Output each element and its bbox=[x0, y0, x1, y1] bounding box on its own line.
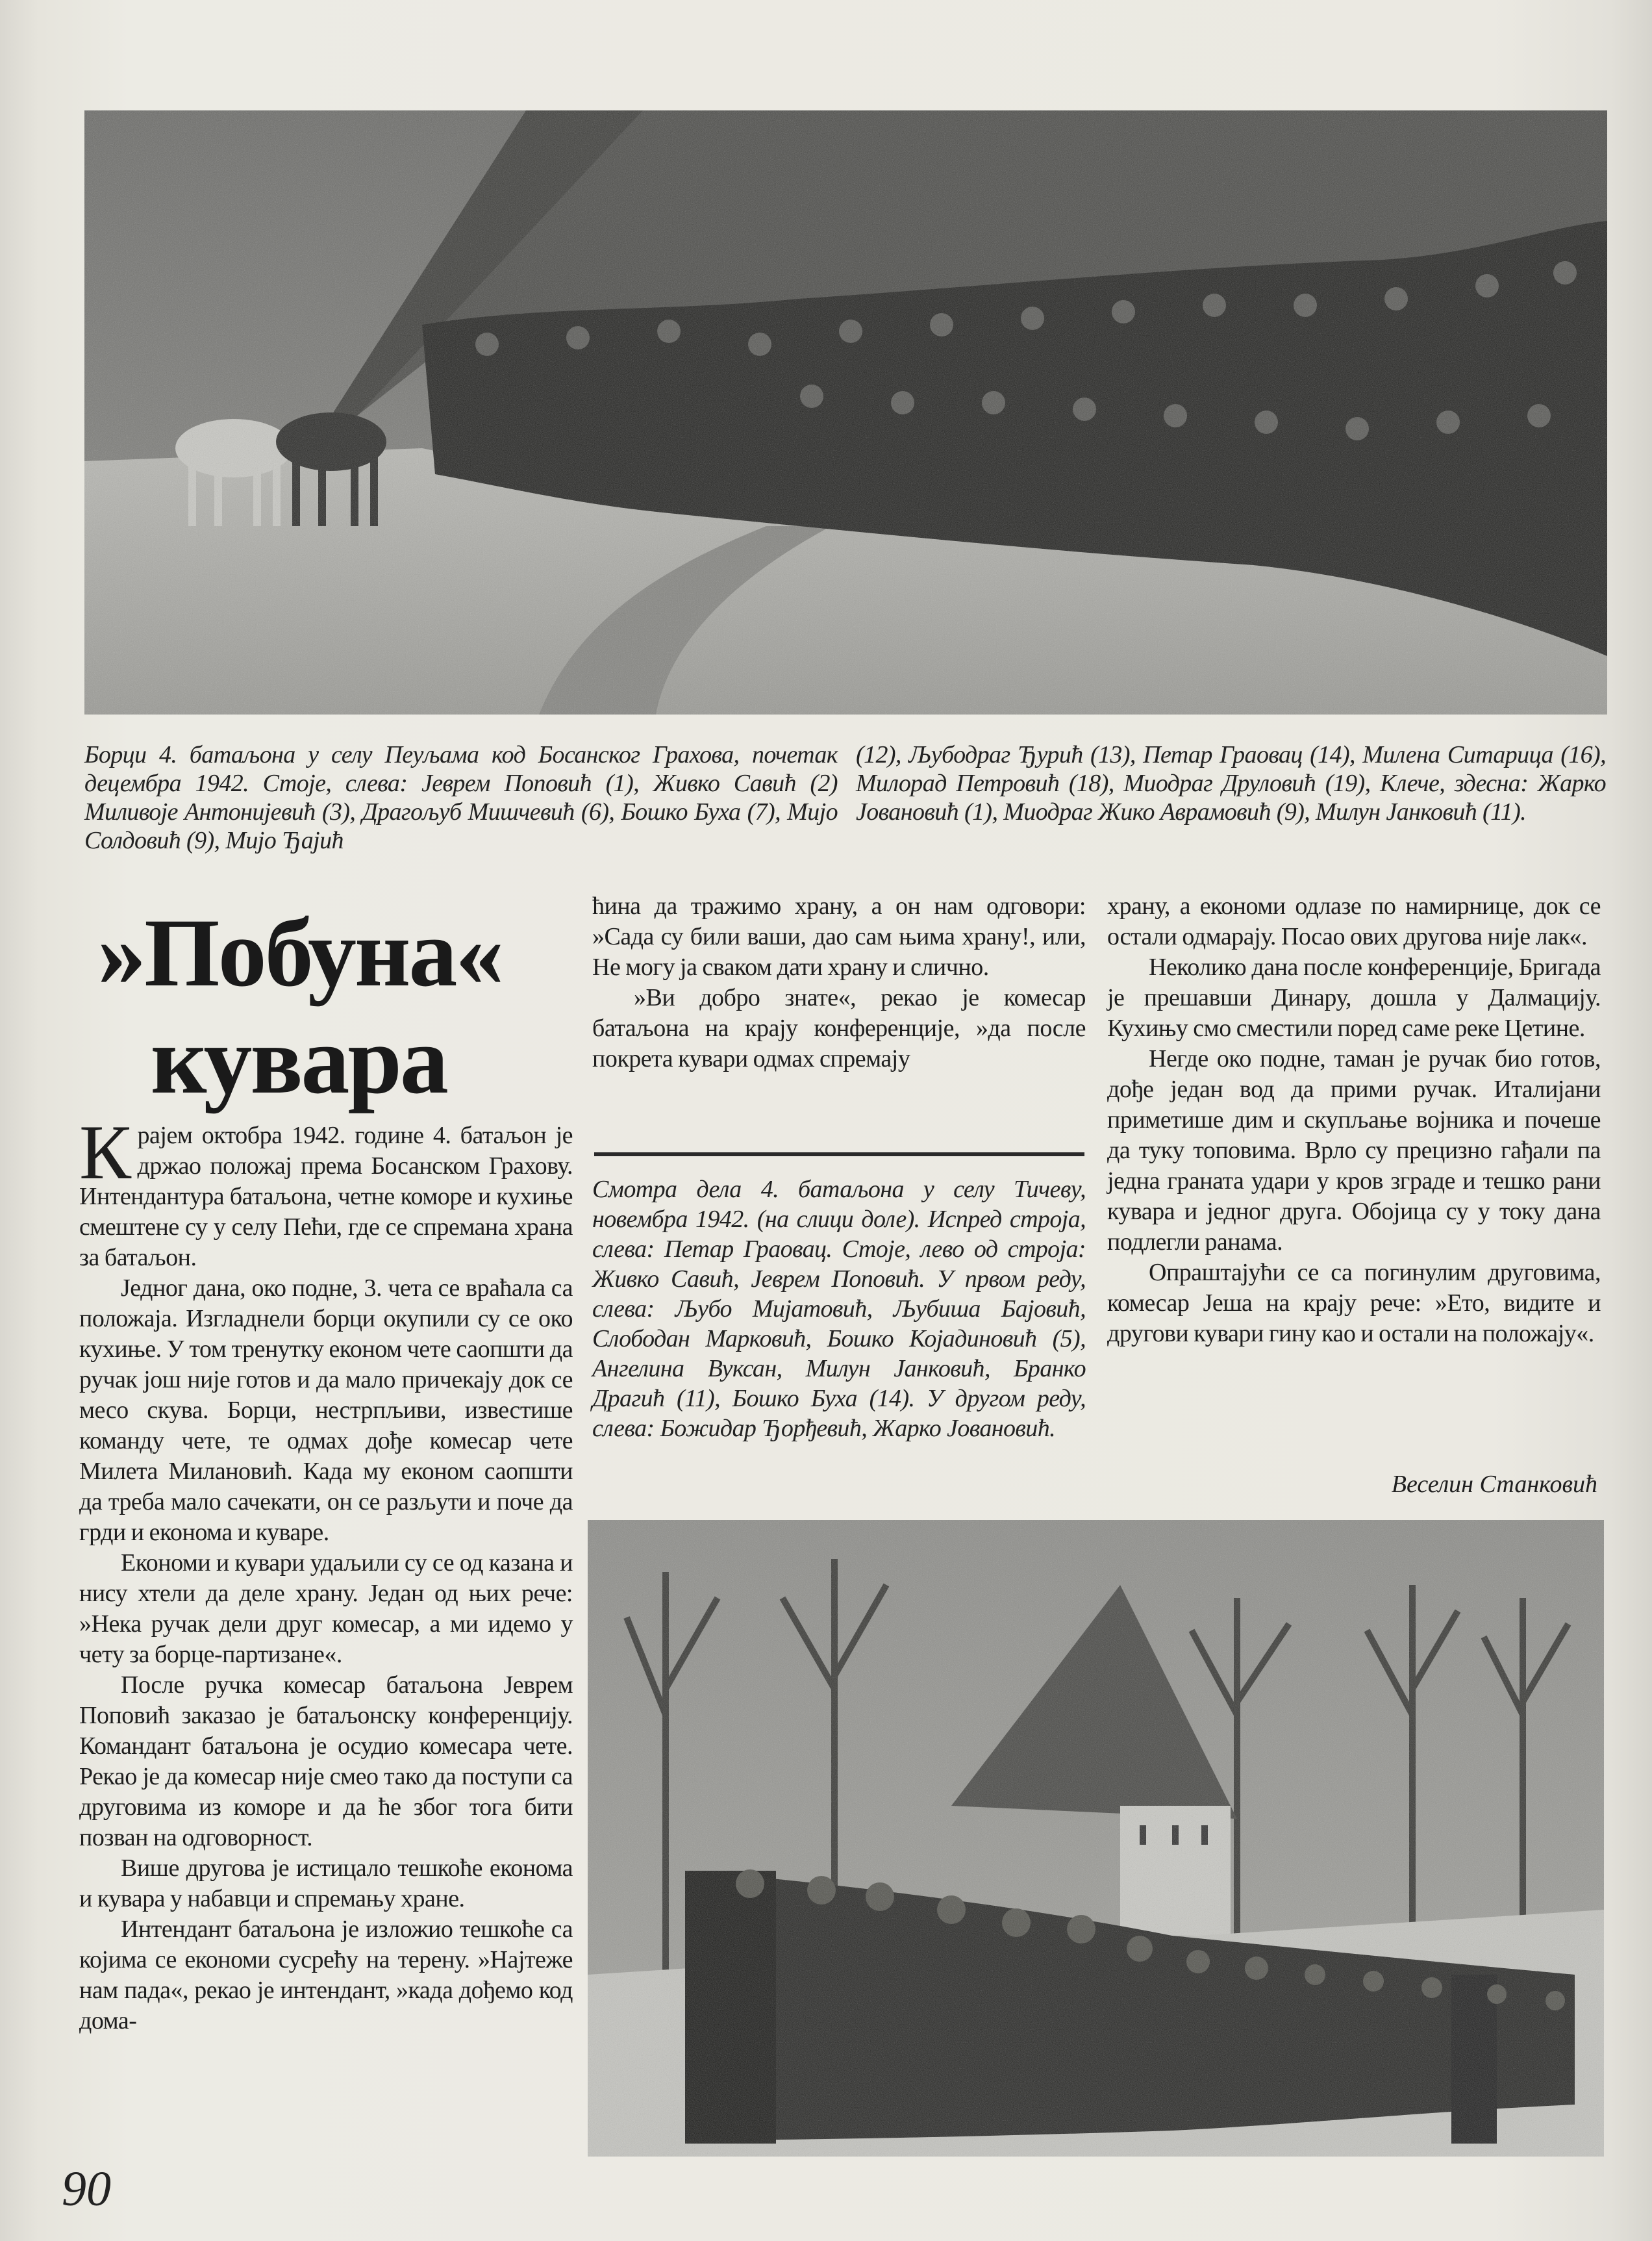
author-signature: Веселин Станковић bbox=[1391, 1471, 1597, 1498]
bottom-photo-image bbox=[588, 1520, 1604, 2157]
top-photo-caption-left: Борци 4. батаљона у селу Пеуљама код Босанског Грахова, почетак децембра 1942. Стоје, слева: Јеврем Поповић (1), Живко Савић (2) Миливоје Антонијевић (3), Драгољуб Мишчевић (6), Бошко Буха (7), Мијо Солдовић (9), Мијо Ђајић bbox=[84, 741, 838, 854]
paragraph: Једног дана, око подне, 3. чета се враћала са положаја. Изгладнели борци окупили су се око кухиње. У том тренутку економ чете саопшти да ручак још није готов и да мало причекају док се месо скува. Борци, нестрпљиви, известише команду чете, те одмах дође комесар чете Милета Милановић. Када му економ саопшти да треба мало сачекати, он се разљути и поче да грди и економа и куваре. bbox=[79, 1274, 573, 1546]
paragraph: Крајем октобра 1942. године 4. батаљон је држао положај према Босанском Грахову. Интендантура батаљона, четне коморе и кухиње смештене су у селу Пећи, где се спремана храна за батаљон. bbox=[79, 1109, 573, 1271]
article-column-3 bbox=[1107, 891, 1601, 1349]
paragraph: Негде око подне, таман је ручак био готов, дође један вод да прими ручак. Италијани приметише дим и скупљање војника и почеше да туку топовима. Врло су прецизно гађали па једна граната удари у кров зграде и тешко рани кувара и једног друга. Обојица су у току дана подлегли ранама. bbox=[1107, 1045, 1601, 1256]
article-column-2 bbox=[592, 891, 1086, 1074]
paragraph: ћина да тражимо храну, а он нам одговори: »Сада су били ваши, дао сам њима храну!, или, Не могу ја сваком дати храну и слично. bbox=[592, 893, 1086, 981]
bottom-photo bbox=[588, 1520, 1604, 2157]
paragraph: храну, а економи одлазе по намирнице, док се остали одмарају. Посао ових другова није лак«. bbox=[1107, 893, 1601, 950]
page-number: 90 bbox=[62, 2162, 111, 2216]
top-photo bbox=[84, 110, 1607, 715]
bottom-photo-caption: Смотра дела 4. батаљона у селу Тичеву, новембра 1942. (на слици доле). Испред строја, слева: Петар Граовац. Стоје, лево од строја: Живко Савић, Јеврем Поповић. У првом реду, слева: Љубо Мијатовић, Љубиша Бајовић, Слободан Марковић, Бошко Којадиновић (5), Ангелина Вуксан, Милун Јанковић, Бранко Драгић (11), Бошко Буха (14). У другом реду, слева: Божидар Ђорђевић, Жарко Јовановић. bbox=[592, 1176, 1086, 1442]
article-title bbox=[97, 899, 503, 1114]
article-title-line2: кувара bbox=[151, 1006, 447, 1114]
article-column-1 bbox=[79, 1109, 573, 2036]
paragraph: Интендант батаљона је изложио тешкоће са којима се економи сусрећу на терену. »Најтеже нам пада«, рекао је интендант, »када дођемо код дома- bbox=[79, 1916, 573, 2034]
top-photo-caption-right: (12), Љубодраг Ђурић (13), Петар Граовац (14), Милена Ситарица (16), Милорад Петровић (18), Миодраг Друловић (19), Клече, здесна: Жарко Јовановић (1), Миодраг Жико Аврамовић (9), Милун Јанковић (11). bbox=[856, 741, 1606, 826]
section-divider bbox=[594, 1152, 1084, 1156]
top-photo-image bbox=[84, 110, 1607, 715]
paragraph: После ручка комесар батаљона Јеврем Поповић заказао је батаљонску конференцију. Командант батаљона је осудио комесара чете. Рекао је да комесар није смео тако да поступи са друговима из коморе и да ће због тога бити позван на одговорност. bbox=[79, 1671, 573, 1851]
drop-cap: К bbox=[79, 1109, 131, 1195]
paragraph: »Ви добро знате«, рекао је комесар батаљона на крају конференције, »да после покрета кувари одмах спремају bbox=[592, 984, 1086, 1072]
paragraph: Опраштајући се са погинулим друговима, комесар Јеша на крају рече: »Ето, видите и другови кувари гину као и остали на положају«. bbox=[1107, 1259, 1601, 1347]
article-title-line1: »Побуна« bbox=[97, 899, 503, 1007]
paragraph: Неколико дана после конференције, Бригада је прешавши Динару, дошла у Далмацију. Кухињу смо сместили поред саме реке Цетине. bbox=[1107, 954, 1601, 1042]
paragraph: Економи и кувари удаљили су се од казана и нису хтели да деле храну. Један од њих рече: »Нека ручак дели друг комесар, а ми идемо у чету за борце-партизане«. bbox=[79, 1549, 573, 1668]
paragraph: Више другова је истицало тешкоће економа и кувара у набавци и спремању хране. bbox=[79, 1855, 573, 1912]
